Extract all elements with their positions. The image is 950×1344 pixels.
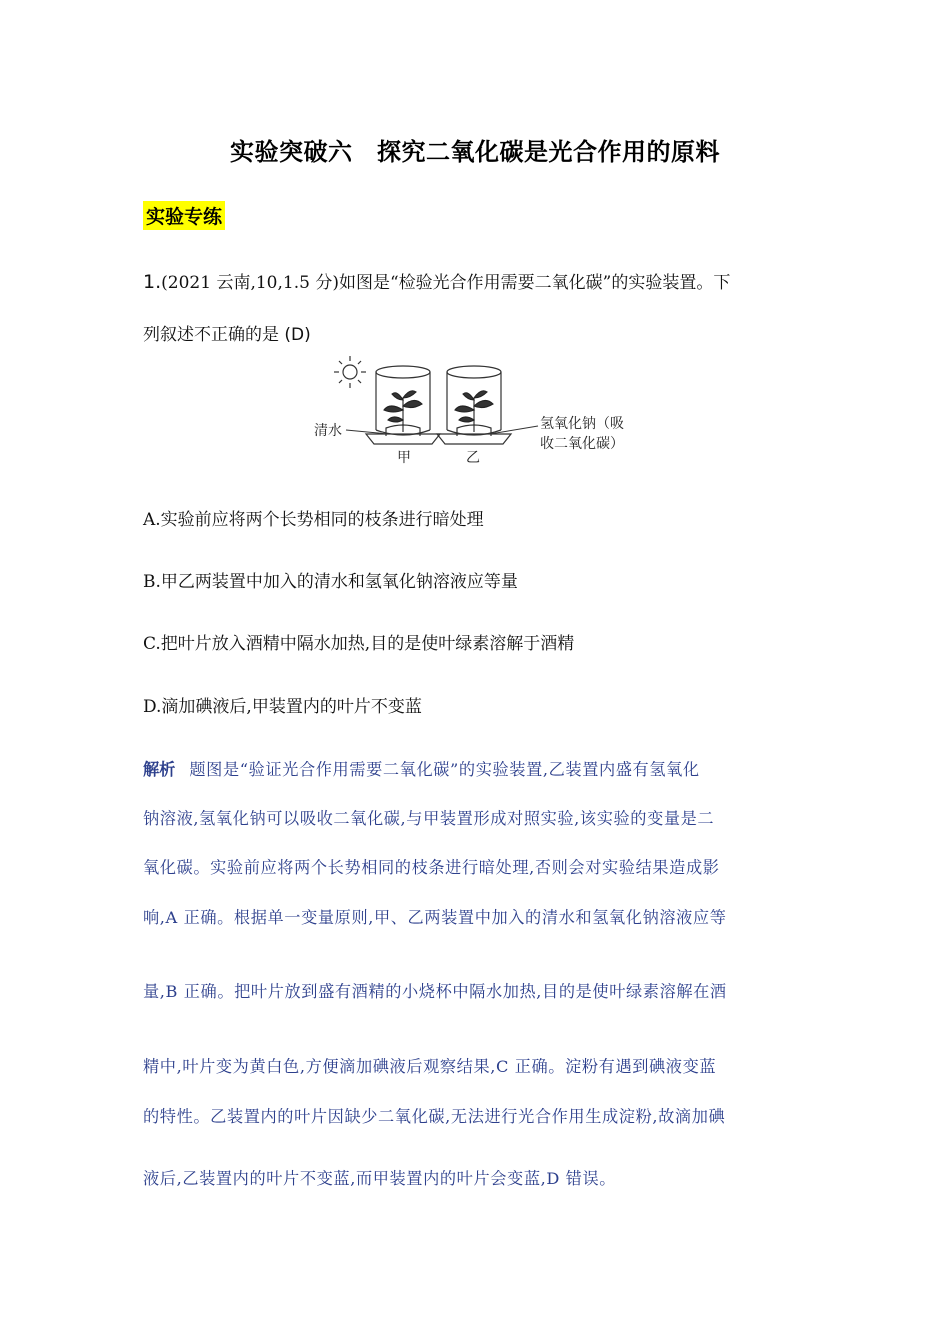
label-naoh-2: 收二氧化碳） [540, 436, 624, 452]
question-line-1 [143, 268, 730, 293]
explanation-line: 的特性。乙装置内的叶片因缺少二氧化碳,无法进行光合作用生成淀粉,故滴加碘 [143, 1107, 726, 1126]
explanation-line: 精中,叶片变为黄白色,方便滴加碘液后观察结果,C 正确。淀粉有遇到碘液变蓝 [143, 1057, 717, 1076]
option-c: C.把叶片放入酒精中隔水加热,目的是使叶绿素溶解于酒精 [143, 634, 575, 654]
option-d: D.滴加碘液后,甲装置内的叶片不变蓝 [143, 697, 422, 717]
experiment-figure [300, 350, 660, 475]
explanation-text: 题图是“验证光合作用需要二氧化碳”的实验装置,乙装置内盛有氢氧化 [189, 760, 700, 779]
question-text-2: 列叙述不正确的是 [143, 325, 285, 345]
label-yi: 乙 [466, 450, 480, 466]
label-water: 清水 [314, 423, 342, 439]
page-title: 实验突破六 探究二氧化碳是光合作用的原料 [230, 138, 720, 166]
question-number: 1. [143, 271, 162, 293]
question-answer: (D) [284, 325, 311, 345]
explanation-line: 液后,乙装置内的叶片不变蓝,而甲装置内的叶片会变蓝,D 错误。 [143, 1169, 617, 1188]
label-jia: 甲 [397, 450, 411, 466]
explanation-line: 氧化碳。实验前应将两个长势相同的枝条进行暗处理,否则会对实验结果造成影 [143, 858, 720, 877]
question-text-1: (2021 云南,10,1.5 分)如图是“检验光合作用需要二氧化碳”的实验装置。下 [161, 273, 731, 293]
label-naoh-1: 氢氧化钠（吸 [540, 416, 624, 432]
section-tag: 实验专练 [143, 201, 225, 230]
explanation-line: 钠溶液,氢氧化钠可以吸收二氧化碳,与甲装置形成对照实验,该实验的变量是二 [143, 809, 715, 828]
option-b: B.甲乙两装置中加入的清水和氢氧化钠溶液应等量 [143, 572, 518, 592]
explanation-label: 解析 [143, 760, 176, 779]
explanation-line: 响,A 正确。根据单一变量原则,甲、乙两装置中加入的清水和氢氧化钠溶液应等 [143, 908, 727, 927]
question-line-2 [143, 320, 311, 345]
sun-icon [334, 356, 366, 388]
option-a: A.实验前应将两个长势相同的枝条进行暗处理 [143, 510, 484, 530]
plant-icon [384, 391, 422, 432]
explanation-line: 量,B 正确。把叶片放到盛有酒精的小烧杯中隔水加热,目的是使叶绿素溶解在酒 [143, 982, 727, 1001]
plant-icon [455, 391, 493, 432]
explanation-line [143, 756, 808, 780]
